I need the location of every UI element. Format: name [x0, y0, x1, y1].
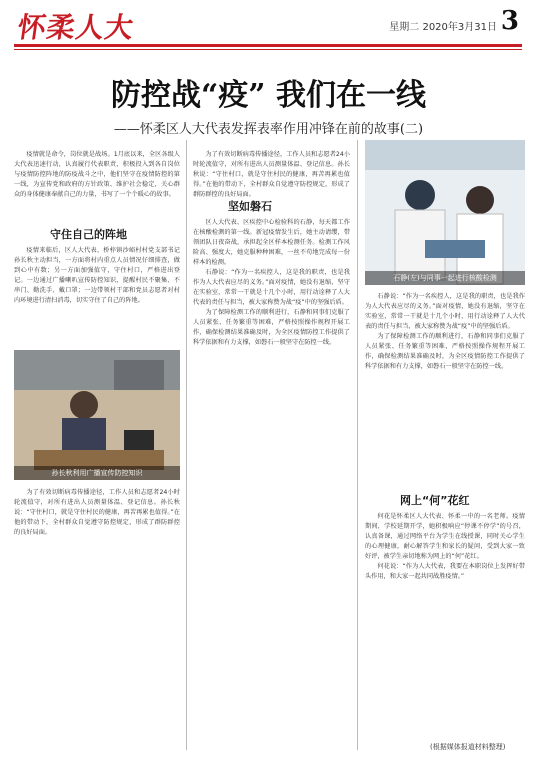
paragraph: 何花是怀柔区人大代表、怀柔一中的一名老师。疫情期间，学校延期开学，她积极响应“停课不停学”的号召，认真备课，通过网络平台为学生在线授课，同时关心学生的心理健康，耐心解答学生和家长的疑问，受到大家一致好评，被学生亲切地称为网上的“何”花红。	[365, 513, 525, 560]
paragraph: 石静说：“作为一名疾控人，这是我的职责，也是我作为人大代表应尽的义务。”面对疫情，她没有退缩，坚守在实验室，常常一干就是十几个小时，用行动诠释了人大代表的责任与担当，被大家称赞为战“疫”中的坚强后盾。	[193, 269, 350, 306]
photo-broadcast	[14, 350, 180, 480]
page-number: 3	[500, 6, 519, 36]
article-signature: (根据媒体报道材料整理)	[430, 743, 506, 751]
photo-lab-image	[365, 140, 525, 285]
paragraph: 何花说：“作为人大代表，我要在本职岗位上发挥好带头作用，和大家一起共同战胜疫情。”	[365, 563, 525, 580]
paragraph: 为了有效切断病毒传播途径，工作人员和志愿者24小时轮流值守，对所有进出人员测量体温、登记信息。孙长秋说：“守住村口，就是守住村民的健康，再苦再累也值得。”在他的带动下，全村群众自觉遵守防控规定，形成了群防群控的良好局面。	[193, 151, 350, 198]
photo-broadcast-image	[14, 350, 180, 480]
paragraph: 为了保障检测工作的顺利进行，石静和同事们克服了人员紧张、任务繁重等困难，严格按照操作规程开展工作，确保检测结果准确及时，为全区疫情防控工作提供了科学依据和有力支撑，如磐石一般坚守在防控一线。	[193, 309, 350, 346]
newspaper-logo: 怀柔人大	[15, 11, 137, 44]
article-subhead: ——怀柔区人大代表发挥表率作用冲锋在前的故事(二)	[113, 122, 424, 137]
column-1-body	[14, 246, 180, 346]
column-divider	[357, 140, 358, 750]
paragraph: 区人大代表、区疾控中心检验科的石静，每天都工作在核酸检测的第一线。新冠疫情发生后，她主动请缨，带领团队日夜奋战，承担起全区样本检测任务。检测工作风险高、强度大，她克服种种困难，一丝不苟地完成每一份样本的检测。	[193, 219, 350, 266]
column-2-intro	[193, 150, 350, 198]
masthead-rule	[14, 44, 522, 47]
photo-caption-2: 石静(左)与同事一起进行核酸检测	[365, 271, 525, 285]
paragraph: 为了保障检测工作的顺利进行，石静和同事们克服了人员紧张、任务繁重等困难，严格按照操作规程开展工作，确保检测结果准确及时，为全区疫情防控工作提供了科学依据和有力支撑，如磐石一般坚守在防控一线。	[365, 333, 525, 370]
paragraph: 为了有效切断病毒传播途径，工作人员和志愿者24小时轮流值守，对所有进出人员测量体温、登记信息。孙长秋说：“守住村口，就是守住村民的健康，再苦再累也值得。”在他的带动下，全村群众自觉遵守防控规定，形成了群防群控的良好局面。	[14, 489, 180, 536]
column-3-body	[365, 292, 525, 487]
photo-lab	[365, 140, 525, 285]
article-headline: 防控战“疫” 我们在一线	[111, 78, 426, 113]
masthead-thin-rule	[14, 49, 522, 50]
section-title-2: 坚如磐石	[228, 200, 272, 213]
section-title-1: 守住自己的阵地	[50, 228, 127, 241]
column-2-body	[193, 218, 350, 750]
paragraph: 石静说：“作为一名疾控人，这是我的职责，也是我作为人大代表应尽的义务。”面对疫情，她没有退缩，坚守在实验室，常常一干就是十几个小时，用行动诠释了人大代表的责任与担当，被大家称赞为战“疫”中的坚强后盾。	[365, 293, 525, 330]
paragraph: 疫情来临后，区人大代表、桥梓镇沙峪村村党支部书记孙长秋主动担当，一方面将村内重点人员情况仔细排查，做到心中有数；另一方面加强值守，守住村口，严格进出登记。一边通过广播喇叭宣传防控知识，提醒村民不聚集、不串门、勤洗手、戴口罩；一边带领村干部和党员志愿者对村内环境进行清扫消毒，切实守住了自己的阵地。	[14, 247, 180, 304]
paragraph: 疫情就是命令，岗位就是战场。1月底以来，全区各级人大代表迅速行动，认真履行代表职责，积极投入到各自岗位与疫情防控阵地的防疫战斗之中，他们坚守在疫情防控的第一线，为宣传党和政府的方针政策、维护社会稳定，关心群众的身体健康奉献自己的力量，书写了一个个暖心的故事。	[14, 151, 180, 198]
masthead	[0, 0, 537, 46]
column-3-continued	[365, 512, 525, 732]
section-title-3: 网上“何”花红	[400, 494, 470, 507]
photo-caption-1: 孙长秋利用广播宣传防控知识	[14, 466, 180, 480]
column-1-continued	[14, 488, 180, 750]
issue-date: 星期二 2020年3月31日	[389, 22, 497, 33]
column-1-intro	[14, 150, 180, 218]
column-divider	[186, 140, 187, 750]
